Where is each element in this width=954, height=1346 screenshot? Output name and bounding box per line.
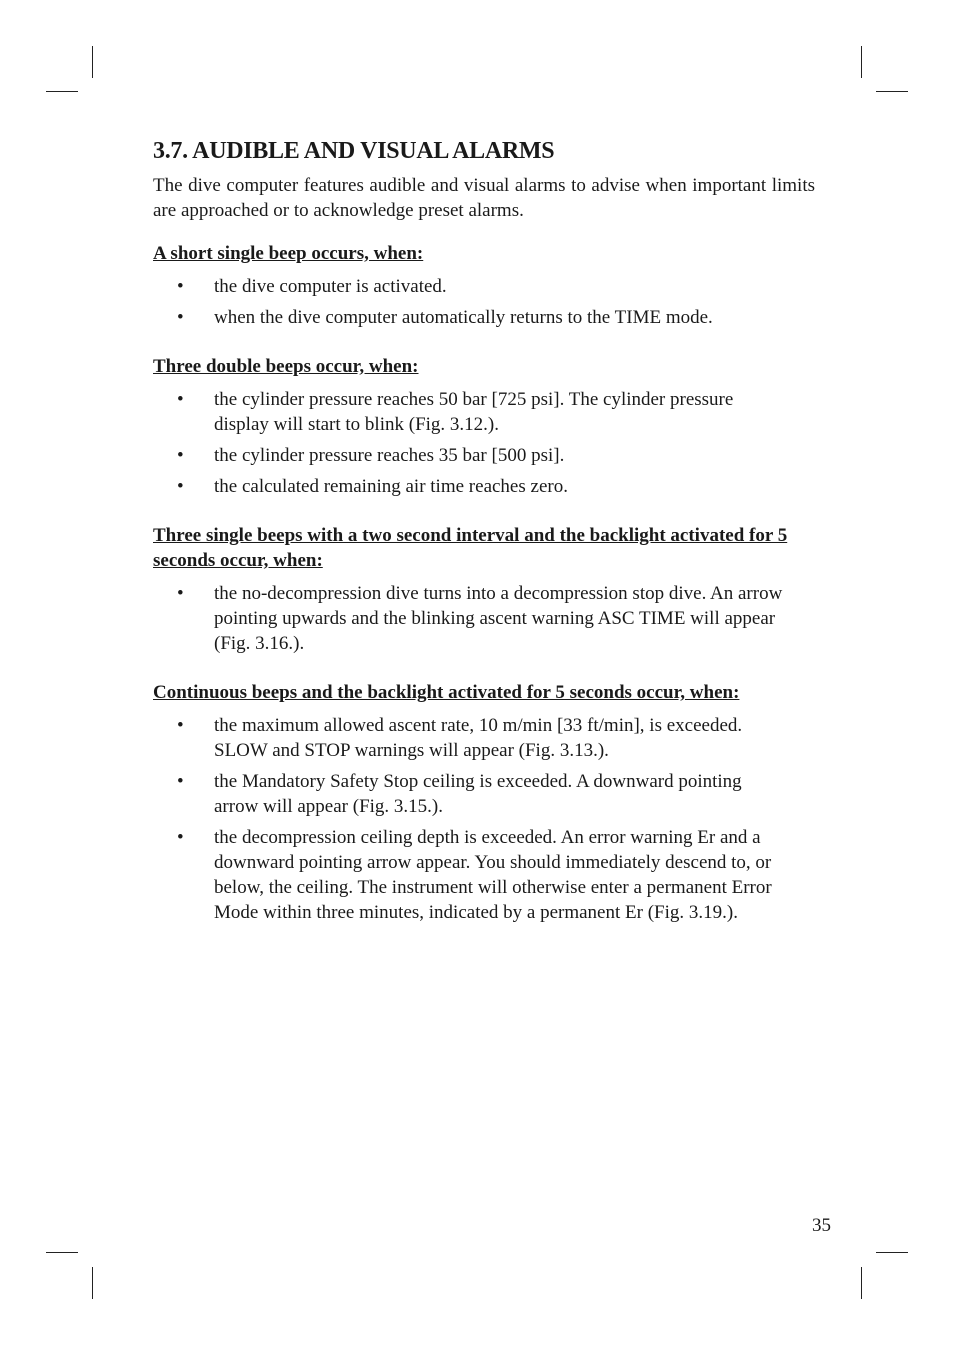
crop-mark [92,46,93,78]
list-item: • the decompression ceiling depth is exceeded. An error warning Er and a downward pointing arrow appear. You should immediately descend to, or below, the ceiling. The instrument will otherwise enter a permanent Error Mode within three minutes, indicated by a permanent Er (Fig. 3.19.). [177,827,772,923]
bullet-glyph: • [177,445,184,466]
crop-mark [861,46,862,78]
list-item: • the cylinder pressure reaches 50 bar [725 psi]. The cylinder pressure display will start to blink (Fig. 3.12.). [177,389,734,435]
bullet-glyph: • [177,389,184,410]
bullet-glyph: • [177,771,184,792]
page-content [153,136,815,931]
subheading: Three single beeps with a two second interval and the backlight activated for 5 seconds occur, when: [153,525,788,571]
bullet-list [153,713,815,925]
bullet-list [153,581,815,656]
subheading: Three double beeps occur, when: [153,356,419,377]
intro-paragraph: The dive computer features audible and visual alarms to advise when important limits are approached or to acknowledge preset alarms. [153,175,815,221]
list-item: • the Mandatory Safety Stop ceiling is exceeded. A downward pointing arrow will appear (Fig. 3.15.). [177,771,742,817]
page-number: 35 [812,1215,831,1236]
bullet-glyph: • [177,476,184,497]
subheading: Continuous beeps and the backlight activated for 5 seconds occur, when: [153,682,740,703]
crop-mark [46,91,78,92]
bullet-glyph: • [177,276,184,297]
bullet-list [153,387,815,499]
crop-mark [861,1267,862,1299]
list-item: • the calculated remaining air time reaches zero. [177,476,568,497]
bullet-glyph: • [177,307,184,328]
bullet-glyph: • [177,827,184,848]
bullet-glyph: • [177,715,184,736]
crop-mark [46,1252,78,1253]
subheading: A short single beep occurs, when: [153,243,424,264]
bullet-glyph: • [177,583,184,604]
crop-mark [92,1267,93,1299]
list-item: • the maximum allowed ascent rate, 10 m/min [33 ft/min], is exceeded. SLOW and STOP warnings will appear (Fig. 3.13.). [177,715,743,761]
crop-mark [876,1252,908,1253]
bullet-list [153,274,815,330]
list-item: • the no-decompression dive turns into a decompression stop dive. An arrow pointing upwards and the blinking ascent warning ASC TIME will appear (Fig. 3.16.). [177,583,783,654]
section-title: 3.7. AUDIBLE AND VISUAL ALARMS [153,138,555,164]
list-item: • when the dive computer automatically returns to the TIME mode. [177,307,713,328]
crop-mark [876,91,908,92]
list-item: • the cylinder pressure reaches 35 bar [500 psi]. [177,445,565,466]
list-item: • the dive computer is activated. [177,276,447,297]
